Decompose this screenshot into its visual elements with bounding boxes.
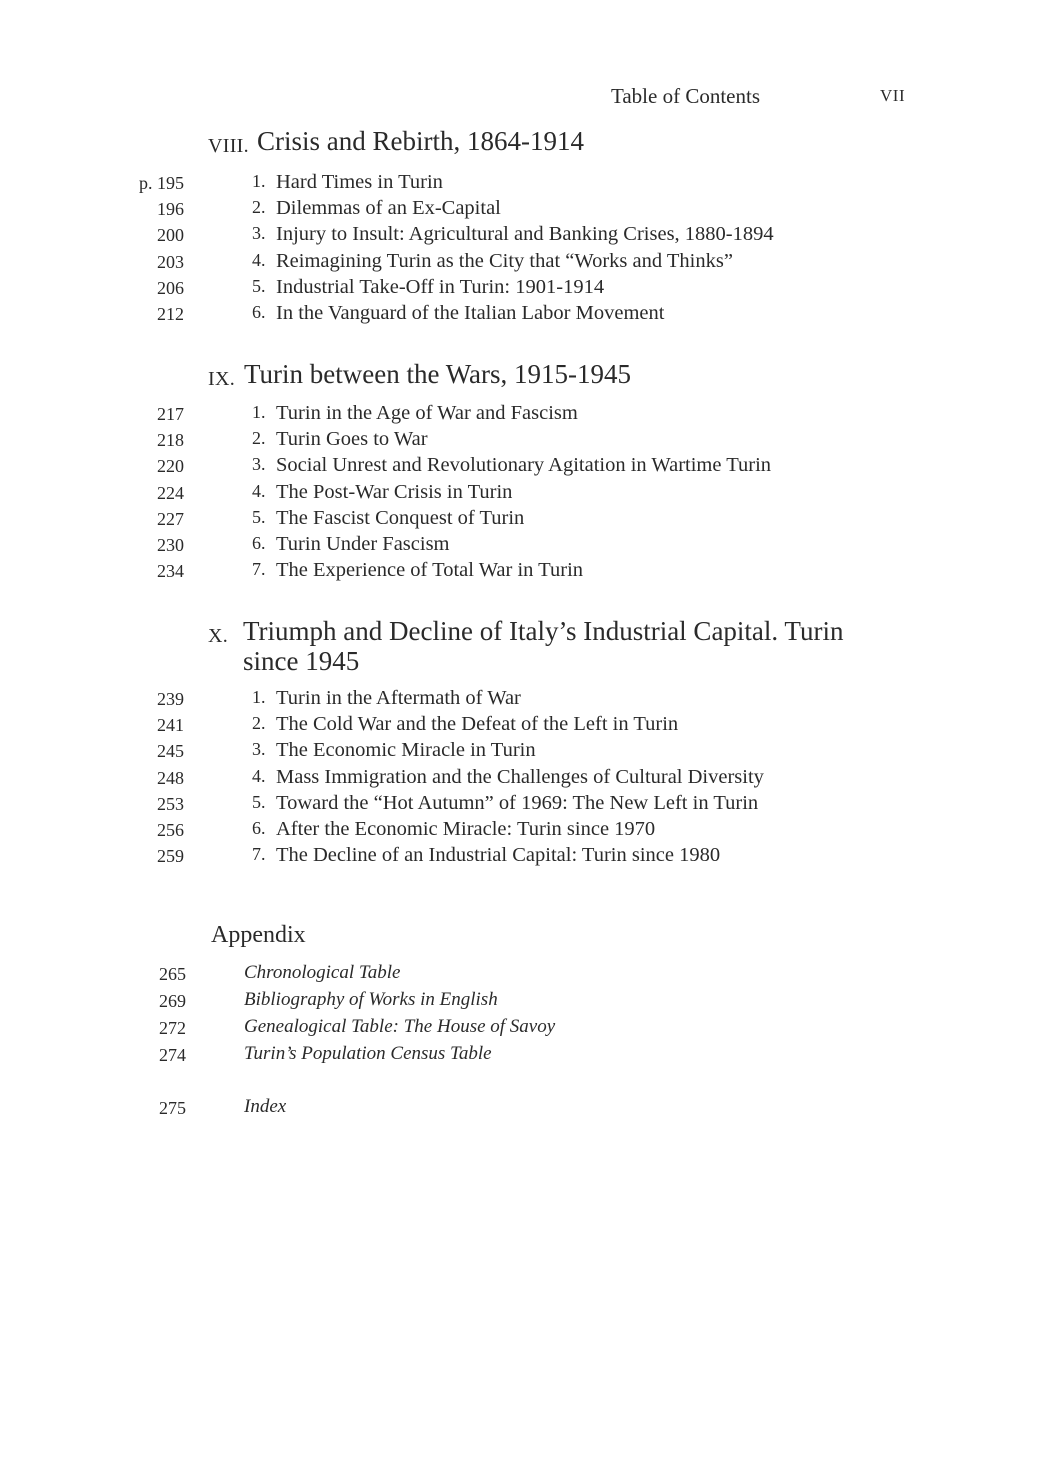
- section-title: Turin Goes to War: [276, 428, 428, 451]
- toc-entry[interactable]: [0, 766, 1046, 792]
- section-number: 2.: [252, 197, 266, 218]
- chapter-number: VIII.: [208, 135, 249, 157]
- section-title: Dilemmas of an Ex-Capital: [276, 197, 501, 220]
- page-number: 272: [159, 1018, 186, 1038]
- page-number: 245: [157, 741, 184, 762]
- page-number: 200: [157, 225, 184, 246]
- section-title: Mass Immigration and the Challenges of Cultural Diversity: [276, 765, 764, 788]
- toc-entry[interactable]: [0, 223, 1046, 249]
- section-title: Hard Times in Turin: [276, 171, 443, 193]
- chapter-title: Turin between the Wars, 1915-1945: [244, 359, 632, 389]
- section-number: 1.: [252, 402, 266, 422]
- toc-entry[interactable]: [0, 276, 1046, 302]
- section-title: Turin in the Age of War and Fascism: [276, 402, 578, 424]
- page-number: 274: [159, 1045, 186, 1065]
- page-number: 259: [157, 846, 184, 867]
- page-number: 212: [157, 303, 184, 324]
- toc-entry[interactable]: [0, 818, 1046, 844]
- toc-entry[interactable]: [0, 844, 1046, 870]
- chapter-title-line-2: since 1945: [243, 646, 360, 676]
- section-number: 5.: [252, 275, 266, 296]
- toc-entry[interactable]: [0, 713, 1046, 739]
- chapter-title-line-1: Triumph and Decline of Italy’s Industrial Capital. Turin: [243, 616, 844, 646]
- toc-entry[interactable]: [0, 507, 1046, 533]
- running-head: [0, 84, 1046, 110]
- page-number: 196: [157, 199, 184, 220]
- appendix-title: Genealogical Table: The House of Savoy: [244, 1016, 556, 1037]
- section-title: Industrial Take-Off in Turin: 1901-1914: [276, 275, 605, 298]
- chapter-number: X.: [208, 625, 229, 647]
- section-number: 6.: [252, 301, 266, 322]
- toc-entry[interactable]: [0, 533, 1046, 559]
- appendix-entry[interactable]: [0, 1043, 1046, 1069]
- section-title: The Cold War and the Defeat of the Left in Turin: [276, 713, 679, 736]
- section-number: 1.: [252, 687, 266, 707]
- chapter-title: Crisis and Rebirth, 1864-1914: [257, 126, 584, 156]
- chapter-number: IX.: [208, 368, 236, 390]
- appendix-heading: Appendix: [211, 922, 306, 948]
- section-title: In the Vanguard of the Italian Labor Movement: [276, 301, 665, 324]
- section-number: 3.: [252, 454, 266, 475]
- section-number: 2.: [252, 428, 266, 449]
- page-number: 239: [157, 689, 184, 709]
- toc-entry[interactable]: [0, 687, 1046, 713]
- chapter-x: [0, 617, 1046, 870]
- section-number: 6.: [252, 817, 266, 838]
- page-number: 230: [157, 534, 184, 555]
- appendix-entry[interactable]: [0, 962, 1046, 988]
- section-title: The Economic Miracle in Turin: [276, 739, 536, 762]
- section-number: 5.: [252, 791, 266, 812]
- section-number: 4.: [252, 249, 266, 270]
- running-head-title: Table of Contents: [611, 84, 760, 108]
- page-number: 253: [157, 793, 184, 814]
- appendix-title: Chronological Table: [244, 962, 401, 983]
- appendix-entry[interactable]: [0, 989, 1046, 1015]
- section-number: 5.: [252, 506, 266, 527]
- page-number: 218: [157, 430, 184, 451]
- section-title: Injury to Insult: Agricultural and Banking Crises, 1880-1894: [276, 223, 774, 246]
- page-number: 265: [159, 964, 186, 984]
- page-number: 248: [157, 767, 184, 788]
- toc-entry[interactable]: [0, 302, 1046, 328]
- chapter-ix: [0, 360, 1046, 585]
- toc-entry[interactable]: [0, 559, 1046, 585]
- index-entry[interactable]: [0, 1096, 1046, 1122]
- page-number: 206: [157, 277, 184, 298]
- page-folio: VII: [880, 86, 906, 105]
- section-number: 3.: [252, 739, 266, 760]
- page-number: 241: [157, 715, 184, 736]
- section-title: Social Unrest and Revolutionary Agitation in Wartime Turin: [276, 454, 772, 477]
- appendix-entry[interactable]: [0, 1016, 1046, 1042]
- section-title: Toward the “Hot Autumn” of 1969: The New Left in Turin: [276, 791, 759, 814]
- toc-entry[interactable]: [0, 171, 1046, 197]
- appendix-title: Bibliography of Works in English: [244, 989, 498, 1010]
- section-number: 7.: [252, 559, 266, 580]
- section-title: The Post-War Crisis in Turin: [276, 480, 513, 503]
- appendix-title: Turin’s Population Census Table: [244, 1043, 492, 1064]
- toc-entry[interactable]: [0, 197, 1046, 223]
- section-title: The Decline of an Industrial Capital: Turin since 1980: [276, 844, 721, 867]
- section-title: The Experience of Total War in Turin: [276, 559, 584, 582]
- toc-entry[interactable]: [0, 792, 1046, 818]
- page-number: 256: [157, 819, 184, 840]
- toc-entry[interactable]: [0, 739, 1046, 765]
- toc-entry[interactable]: [0, 454, 1046, 480]
- toc-entry[interactable]: [0, 481, 1046, 507]
- section-number: 4.: [252, 765, 266, 786]
- page-number: 269: [159, 991, 186, 1011]
- page-number: 275: [159, 1098, 186, 1118]
- page-number: 224: [157, 482, 184, 503]
- section-number: 6.: [252, 532, 266, 553]
- page-number: 220: [157, 456, 184, 477]
- section-title: The Fascist Conquest of Turin: [276, 506, 525, 529]
- section-title: Turin in the Aftermath of War: [276, 687, 521, 709]
- section-title: Turin Under Fascism: [276, 532, 450, 555]
- page-number: 227: [157, 508, 184, 529]
- chapter-viii: [0, 127, 1046, 328]
- page-number: 203: [157, 251, 184, 272]
- page-number: p. 195: [139, 173, 184, 193]
- toc-entry[interactable]: [0, 250, 1046, 276]
- index-title: Index: [244, 1096, 287, 1117]
- section-number: 7.: [252, 844, 266, 865]
- toc-entry[interactable]: [0, 428, 1046, 454]
- section-number: 2.: [252, 713, 266, 734]
- section-number: 1.: [252, 171, 266, 191]
- page-number: 234: [157, 561, 184, 582]
- section-number: 4.: [252, 480, 266, 501]
- section-number: 3.: [252, 223, 266, 244]
- toc-entry[interactable]: [0, 402, 1046, 428]
- section-title: After the Economic Miracle: Turin since 1970: [276, 817, 656, 840]
- section-title: Reimagining Turin as the City that “Works and Thinks”: [276, 249, 733, 272]
- page-number: 217: [157, 404, 184, 424]
